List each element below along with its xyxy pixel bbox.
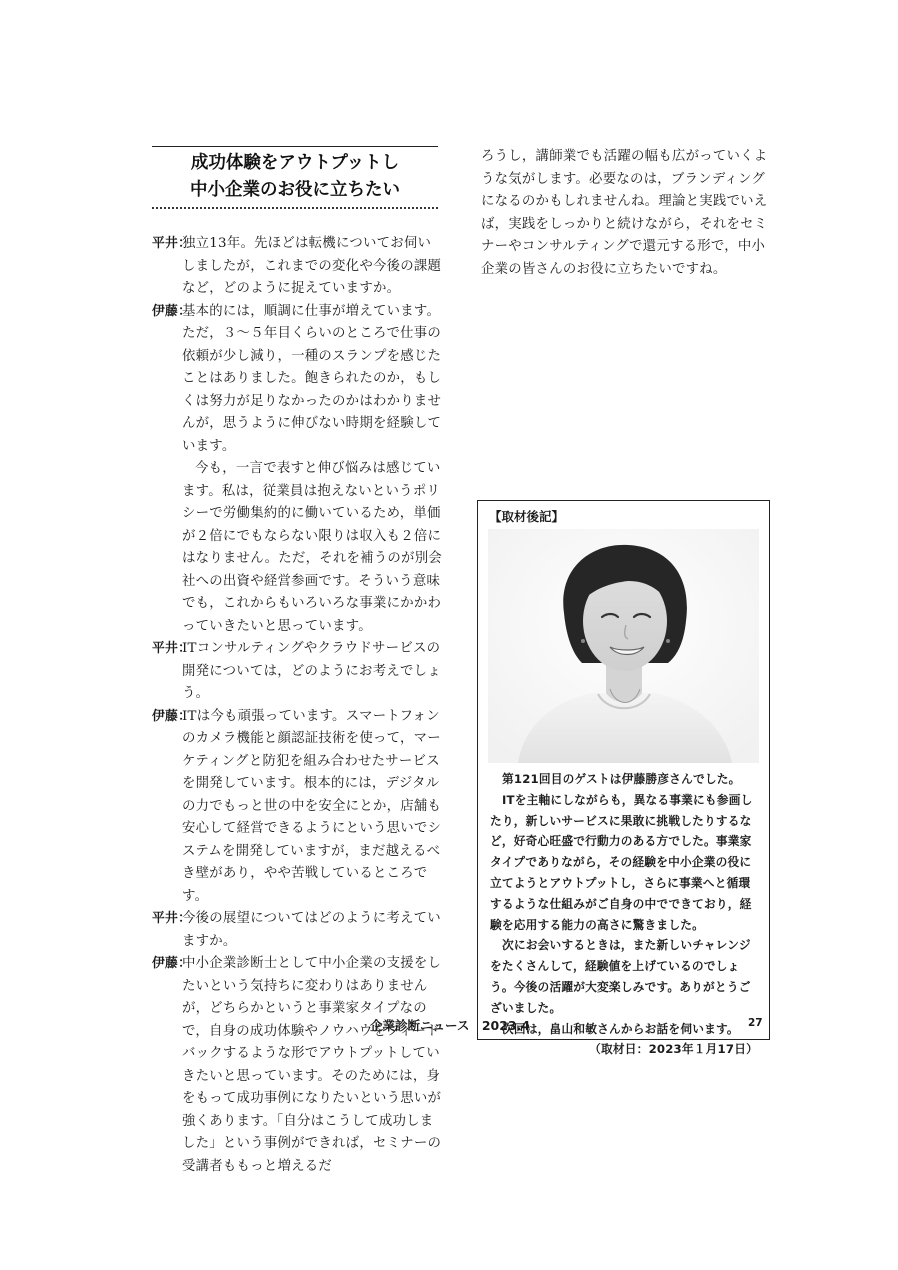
interview-date-credit: （取材日：2023年１月17日） — [589, 1042, 758, 1057]
speaker-label: 平井： — [152, 641, 192, 656]
interview-left-column — [152, 233, 442, 1178]
afterword-paragraph: 次回は，畠山和敏さんからお話を伺います。 — [502, 1021, 739, 1036]
interview-turn — [152, 301, 442, 639]
portrait-illustration — [488, 529, 759, 763]
afterword-paragraph: 第121回目のゲストは伊藤勝彦さんでした。 — [502, 772, 741, 786]
page-number: 27 — [748, 1017, 763, 1029]
interview-paragraph: 今後の展望についてはどのように考えていますか。 — [182, 911, 441, 949]
interview-turn — [152, 638, 442, 706]
interview-turn — [152, 908, 442, 953]
afterword-paragraph: 次にお会いするときは，また新しいチャレンジをたくさんして，経験値を上げているのでしょう。今後の活躍が大変楽しみです。ありがとうございました。 — [490, 938, 751, 1015]
interview-paragraph: ITコンサルティングやクラウドサービスの開発については，どのようにお考えでしょう。 — [182, 641, 441, 701]
interview-paragraph: 今も，一言で表すと伸び悩みは感じています。私は，従業員は抱えないというポリシーで労働集約的に働いているため，単価が２倍にでもならない限りは収入も２倍にはなりません。ただ，それを補うのが別会社への出資や経営参画です。そういう意味でも，これからもいろいろな事業にかかわっていきたいと思っています。 — [182, 461, 442, 634]
interview-paragraph: 基本的には，順調に仕事が増えています。ただ，３～５年目くらいのところで仕事の依頼が少し減り，一種のスランプを感じたことはありました。飽きられたのか，もしくは努力が足りなかったのかはわかりませんが，思うように伸びない時期を経験しています。 — [182, 303, 442, 454]
interview-continuation: ろうし，講師業でも活躍の幅も広がっていくような気がします。必要なのは，ブランディングになるのかもしれませんね。理論と実践でいえば，実践をしっかりと続けながら，それをセミナーやコンサルティングで還元する形で，中小企業の皆さんのお役に立ちたいですね。 — [481, 149, 768, 277]
interview-turn — [152, 706, 442, 909]
speaker-label: 伊藤： — [152, 708, 192, 724]
afterword-title: 【取材後記】 — [489, 509, 565, 524]
afterword-paragraph: ITを主軸にしながらも，異なる事業にも参画したり，新しいサービスに果敢に挑戦したりするなど，好奇心旺盛で行動力のある方でした。事業家タイプでありながら，その経験を中小企業の役に立てようとアウトプットし，さらに事業へと循環するような仕組みがご自身の中でできており，経験を応用する能力の高さに驚きました。 — [490, 792, 753, 932]
interview-paragraph: 中小企業診断士として中小企業の支援をしたいという気持ちに変わりはありませんが，どちらかというと事業家タイプなので，自身の成功体験やノウハウをフィードバックするような形でアウトプットしていきたいと思っています。そのためには，身をもって成功事例になりたいという思いが強くあります。「自分はこうして成功しました」という事例ができれば，セミナーの受講者ももっと増えるだ — [182, 956, 442, 1174]
headline-line-2: 中小企業のお役に立ちたい — [190, 180, 400, 200]
speaker-label: 伊藤： — [152, 956, 192, 971]
portrait-photo — [488, 529, 759, 763]
headline-line-1: 成功体験をアウトプットし — [190, 153, 400, 173]
interview-paragraph: ITは今も頑張っています。スマートフォンのカメラ機能と顔認証技術を使って，マーケティングと防犯を組み合わせたサービスを開発しています。根本的には，デジタルの力でもっと世の中を安全にとか，店舗も安心して経営できるようにという思いでシステムを開発していますが，まだ越えるべき壁があり，やや苦戦しているところです。 — [182, 708, 442, 904]
speaker-label: 平井： — [152, 911, 192, 926]
article-headline — [152, 150, 438, 204]
headline-bottom-rule — [152, 207, 438, 209]
interview-right-column — [481, 146, 771, 281]
afterword-box — [477, 500, 770, 1057]
interview-turn — [152, 953, 442, 1178]
interview-turn — [152, 233, 442, 301]
headline-top-rule — [152, 146, 438, 147]
speaker-label: 平井： — [152, 236, 192, 251]
speaker-label: 伊藤： — [152, 303, 192, 319]
interview-paragraph: 独立13年。先ほどは転機についてお伺いしましたが，これまでの変化や今後の課題など，どのように捉えていますか。 — [182, 236, 442, 296]
publication-footer: 企業診断ニュース 2023.4 — [369, 1018, 531, 1033]
